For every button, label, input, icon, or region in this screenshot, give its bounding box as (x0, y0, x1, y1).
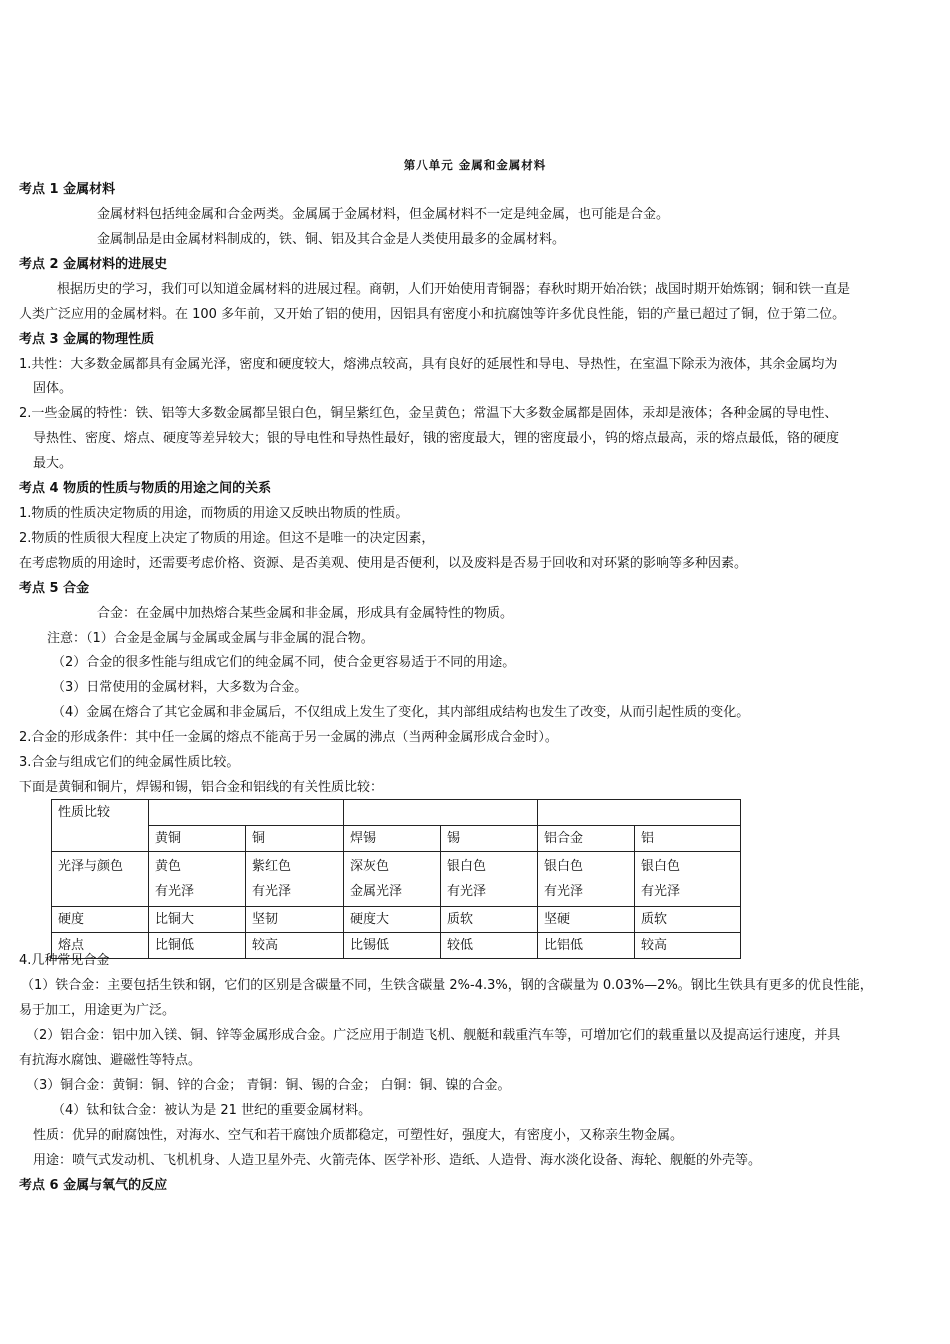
table-row (52, 852, 741, 907)
section-heading-3: 考点 3 金属的物理性质 (19, 332, 155, 347)
cell-line: 有光泽 (641, 884, 681, 899)
paragraph: （4）钛和钛合金：被认为是 21 世纪的重要金属材料。 (52, 1103, 372, 1118)
paragraph: 4.几种常见合金 (19, 953, 110, 968)
section-heading-2: 考点 2 金属材料的进展史 (19, 257, 168, 272)
paragraph: 人类广泛应用的金属材料。在 100 多年前，又开始了铝的使用，因铝具有密度小和抗腐蚀等许多优良性能，铝的产量已超过了铜，位于第二位。 (19, 307, 846, 322)
table-cell: 质软 (635, 907, 741, 933)
table-cell (344, 852, 441, 907)
table-cell (149, 800, 344, 826)
property-comparison-table (51, 799, 741, 959)
paragraph: 1.共性：大多数金属都具有金属光泽，密度和硬度较大，熔沸点较高，具有良好的延展性和导电、导热性，在室温下除汞为液体，其余金属均为 (19, 357, 838, 372)
cell-line: 黄色 (155, 859, 182, 874)
table-header-cell: 铝合金 (538, 826, 635, 852)
section-heading-6: 考点 6 金属与氧气的反应 (19, 1178, 168, 1193)
paragraph: 2.物质的性质很大程度上决定了物质的用途。但这不是唯一的决定因素， (19, 531, 435, 546)
row-label-cell: 熔点 (52, 933, 149, 959)
paragraph: 固体。 (33, 381, 73, 396)
paragraph: 用途：喷气式发动机、飞机机身、人造卫星外壳、火箭壳体、医学补形、造纸、人造骨、海水淡化设备、海轮、舰艇的外壳等。 (33, 1153, 762, 1168)
unit-title: 第八单元 金属和金属材料 (403, 158, 547, 172)
table-header-row (52, 826, 741, 852)
note-item: 注意：（1）合金是金属与金属或金属与非金属的混合物。 (47, 631, 374, 646)
paragraph: 根据历史的学习，我们可以知道金属材料的进展过程。商朝，人们开始使用青铜器；春秋时期开始冶铁；战国时期开始炼钢；铜和铁一直是 (57, 282, 851, 297)
paragraph: 导热性、密度、熔点、硬度等差异较大；银的导电性和导热性最好，锇的密度最大，锂的密度最小，钨的熔点最高，汞的熔点最低，铬的硬度 (33, 431, 840, 446)
paragraph: 1.物质的性质决定物质的用途，而物质的用途又反映出物质的性质。 (19, 506, 409, 521)
paragraph: 在考虑物质的用途时，还需要考虑价格、资源、是否美观、使用是否便利，以及废料是否易于回收和对环紧的影响等多种因素。 (19, 556, 748, 571)
table-cell: 较低 (441, 933, 538, 959)
row-label-cell: 硬度 (52, 907, 149, 933)
table-cell: 质软 (441, 907, 538, 933)
cell-line: 有光泽 (252, 884, 292, 899)
table-cell (635, 852, 741, 907)
table-row (52, 800, 741, 826)
cell-line: 有光泽 (447, 884, 487, 899)
row-label-cell: 光泽与颜色 (52, 852, 149, 907)
table-header-cell: 铝 (635, 826, 741, 852)
table-cell: 硬度大 (344, 907, 441, 933)
note-item: （4）金属在熔合了其它金属和非金属后，不仅组成上发生了变化，其内部组成结构也发生了改变，从而引起性质的变化。 (52, 705, 750, 720)
cell-line: 有光泽 (155, 884, 195, 899)
table-cell: 比铜低 (149, 933, 246, 959)
paragraph: 易于加工，用途更为广泛。 (19, 1003, 176, 1018)
table-cell (538, 852, 635, 907)
paragraph: 有抗海水腐蚀、避磁性等特点。 (19, 1053, 202, 1068)
table-cell: 比铜大 (149, 907, 246, 933)
cell-line: 银白色 (447, 859, 487, 874)
cell-line: 有光泽 (544, 884, 584, 899)
table-cell (441, 852, 538, 907)
table-cell: 坚韧 (246, 907, 344, 933)
table-cell: 比锡低 (344, 933, 441, 959)
paragraph: （3）铜合金：黄铜：铜、锌的合金； 青铜：铜、锡的合金； 白铜：铜、镍的合金。 (26, 1078, 511, 1093)
cell-line: 银白色 (641, 859, 681, 874)
paragraph: 金属材料包括纯金属和合金两类。金属属于金属材料，但金属材料不一定是纯金属，也可能是合金。 (97, 207, 670, 222)
table-cell (149, 852, 246, 907)
section-heading-1: 考点 1 金属材料 (19, 182, 116, 197)
paragraph: 2.合金的形成条件：其中任一金属的熔点不能高于另一金属的沸点（当两种金属形成合金时）。 (19, 730, 558, 745)
cell-line: 深灰色 (350, 859, 390, 874)
table-row (52, 933, 741, 959)
table-corner-cell: 性质比较 (52, 800, 149, 852)
table-cell: 较高 (635, 933, 741, 959)
table-header-cell: 黄铜 (149, 826, 246, 852)
note-item: （3）日常使用的金属材料，大多数为合金。 (52, 680, 308, 695)
table-row (52, 907, 741, 933)
paragraph: （2）铝合金：铝中加入镁、铜、锌等金属形成合金。广泛应用于制造飞机、舰艇和载重汽车等，可增加它们的载重量以及提高运行速度，并具 (26, 1028, 841, 1043)
cell-line: 紫红色 (252, 859, 292, 874)
paragraph: 2.一些金属的特性：铁、铝等大多数金属都呈银白色，铜呈紫红色，金呈黄色；常温下大多数金属都是固体，汞却是液体；各种金属的导电性、 (19, 406, 838, 421)
section-heading-4: 考点 4 物质的性质与物质的用途之间的关系 (19, 481, 272, 496)
cell-line: 银白色 (544, 859, 584, 874)
paragraph: 金属制品是由金属材料制成的，铁、铜、铝及其合金是人类使用最多的金属材料。 (97, 232, 566, 247)
paragraph: 性质：优异的耐腐蚀性，对海水、空气和若干腐蚀介质都稳定，可塑性好，强度大，有密度小，又称亲生物金属。 (33, 1128, 684, 1143)
table-cell (344, 800, 538, 826)
cell-line: 金属光泽 (350, 884, 403, 899)
paragraph: 合金：在金属中加热熔合某些金属和非金属，形成具有金属特性的物质。 (97, 606, 514, 621)
paragraph: 3.合金与组成它们的纯金属性质比较。 (19, 755, 240, 770)
table-cell: 较高 (246, 933, 344, 959)
table-cell (246, 852, 344, 907)
paragraph: 最大。 (33, 456, 73, 471)
note-item: （2）合金的很多性能与组成它们的纯金属不同，使合金更容易适于不同的用途。 (52, 655, 516, 670)
paragraph: （1）铁合金：主要包括生铁和钢，它们的区别是含碳量不同，生铁含碳量 2%-4.3%，钢的含碳量为 0.03%—2%。钢比生铁具有更多的优良性能， (21, 978, 873, 993)
table-header-cell: 焊锡 (344, 826, 441, 852)
section-heading-5: 考点 5 合金 (19, 581, 90, 596)
table-cell (538, 800, 741, 826)
table-header-cell: 铜 (246, 826, 344, 852)
table-header-cell: 锡 (441, 826, 538, 852)
table-cell: 比铝低 (538, 933, 635, 959)
table-cell: 坚硬 (538, 907, 635, 933)
paragraph: 下面是黄铜和铜片，焊锡和锡，铝合金和铝线的有关性质比较： (19, 780, 384, 795)
